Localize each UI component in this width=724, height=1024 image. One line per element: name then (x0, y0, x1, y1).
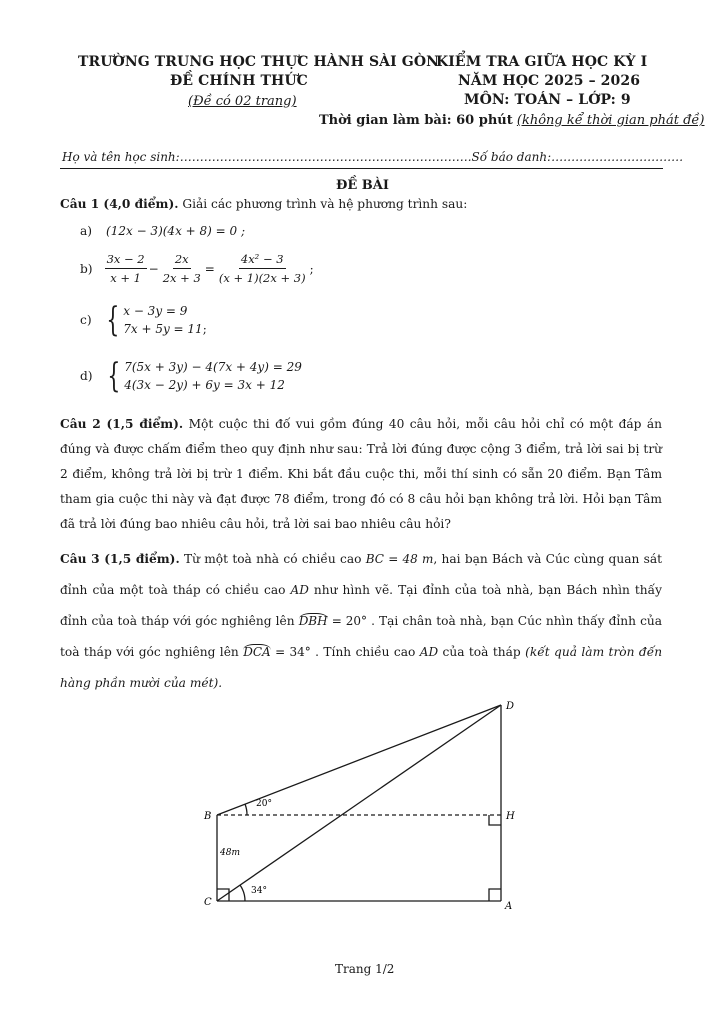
right-angle-a (489, 889, 501, 901)
q3-dbh: DBH (298, 614, 328, 628)
angle-arc-c (240, 885, 245, 901)
q1d-label: d) (80, 369, 93, 383)
angle-arc-b (245, 804, 247, 815)
q1b-frac3: $\frac{\text{4x² − 3}}{(x + 1)(2x + 3)}$ (218, 252, 306, 285)
q2-paragraph (60, 412, 662, 537)
q1c (80, 300, 207, 340)
pages-note: (Đề có 02 trang) (188, 94, 297, 109)
q1a-label: a) (80, 224, 93, 238)
q3-dca-val: = 34° . (275, 645, 319, 659)
q3-t5: Tính chiều cao (323, 645, 416, 659)
q1d-line1: 7(5x + 3y) − 4(7x + 4y) = 29 (124, 360, 302, 374)
label-c: C (204, 897, 212, 908)
q1d (80, 356, 302, 396)
time-bold: Thời gian làm bài: 60 phút (319, 113, 513, 128)
exam-title: KIỂM TRA GIỮA HỌC KỲ I (436, 54, 648, 70)
q3-paragraph (60, 544, 662, 699)
time-line (319, 113, 705, 128)
angle-label-bottom: 34° (251, 886, 267, 896)
q1b-frac2: $\frac{2x}{2x + 3}$ (162, 252, 201, 285)
id-label: Số báo danh: (471, 150, 552, 164)
q1c-label: c) (80, 313, 92, 327)
q3-title: Câu 3 (1,5 điểm). (60, 552, 180, 566)
student-line (62, 150, 683, 164)
q3-bc: BC = 48 m (365, 552, 434, 566)
q1a (80, 224, 245, 238)
school-name: TRƯỜNG TRUNG HỌC THỰC HÀNH SÀI GÒN (78, 54, 440, 70)
subject: MÔN: TOÁN – LỚP: 9 (464, 92, 631, 108)
q1b-eq: = (204, 261, 215, 276)
q1d-line2: 4(3x − 2y) + 6y = 3x + 12 (124, 378, 285, 392)
label-d: D (506, 701, 515, 712)
q1c-line1: x − 3y = 9 (123, 304, 188, 318)
q1-text: Giải các phương trình và hệ phương trình sau: (182, 197, 468, 211)
q3-t6: của toà tháp (442, 645, 521, 659)
angle-label-top: 20° (256, 799, 272, 809)
q1c-line2: 7x + 5y = 11 (123, 322, 203, 336)
q3-dca: DCA (243, 645, 271, 659)
label-b: B (204, 811, 212, 822)
q1b-end: ; (309, 261, 314, 276)
q2-title: Câu 2 (1,5 điểm). (60, 417, 184, 431)
id-dots: …………………………… (551, 150, 684, 164)
label-h: H (506, 811, 515, 822)
q3-ad: AD (290, 583, 309, 597)
brace-icon: { (105, 300, 119, 340)
q1b-minus: − (148, 261, 159, 276)
school-year: NĂM HỌC 2025 – 2026 (458, 73, 641, 89)
q3-t2: , hai bạn Bách và Cúc cùng quan sát đỉnh của một toà tháp có chiều cao (60, 552, 663, 597)
q3-note: (kết quả làm tròn đến hàng phần mười của mét). (60, 645, 663, 690)
height-label: 48m (220, 848, 240, 858)
q1c-end: ; (202, 322, 207, 336)
q1-title: Câu 1 (4,0 điểm). (60, 197, 179, 211)
name-dots: ………………………………………………………………. (179, 150, 472, 164)
q3-t1: Từ một toà nhà có chiều cao (183, 552, 362, 566)
q1b-frac1: $\frac{3x - 2}{x + 1}$ (106, 252, 145, 285)
label-a: A (505, 901, 513, 912)
section-title: ĐỀ BÀI (336, 178, 389, 193)
official-label: ĐỀ CHÍNH THỨC (170, 73, 308, 89)
q1b (80, 252, 314, 285)
q3-dbh-val: = 20° . (331, 614, 375, 628)
name-label: Họ và tên học sinh: (62, 150, 180, 164)
divider-line (60, 168, 663, 169)
time-note: (không kể thời gian phát đề) (516, 113, 705, 128)
geometry-figure (190, 695, 530, 915)
q3-t4: Tại chân toà nhà, bạn Cúc nhìn thấy đỉnh của toà tháp với góc nghiêng lên (60, 614, 663, 659)
right-angle-h (489, 815, 501, 825)
q3-ad2: AD (419, 645, 439, 659)
q1-header (60, 197, 467, 211)
q3-t3: như hình vẽ. Tại đỉnh của toà nhà, bạn Bách nhìn thấy đỉnh của toà tháp với góc nghiêng lên (60, 583, 663, 628)
q1a-expr: (12x − 3)(4x + 8) = 0 ; (106, 224, 246, 238)
q2-text: Một cuộc thi đố vui gồm đúng 40 câu hỏi, mỗi câu hỏi chỉ có một đáp án đúng và được chấm điểm theo quy định như sau: Trả lời đúng được cộng 3 điểm, trả lời sai bị trừ 2 điểm, không trả lời bị trừ 1 điểm. Khi bắt đầu cuộc thi, mỗi thí sinh có sẵn 20 điểm. Bạn Tâm tham gia cuộc thi này và đạt được 78 điểm, trong đó có 8 câu hỏi bạn không trả lời. Hỏi bạn Tâm đã trả lời đúng bao nhiêu câu hỏi, trả lời sai bao nhiêu câu hỏi? (60, 417, 663, 531)
brace-icon: { (106, 356, 120, 396)
q1b-label: b) (80, 261, 93, 276)
page-number: Trang 1/2 (335, 962, 395, 976)
